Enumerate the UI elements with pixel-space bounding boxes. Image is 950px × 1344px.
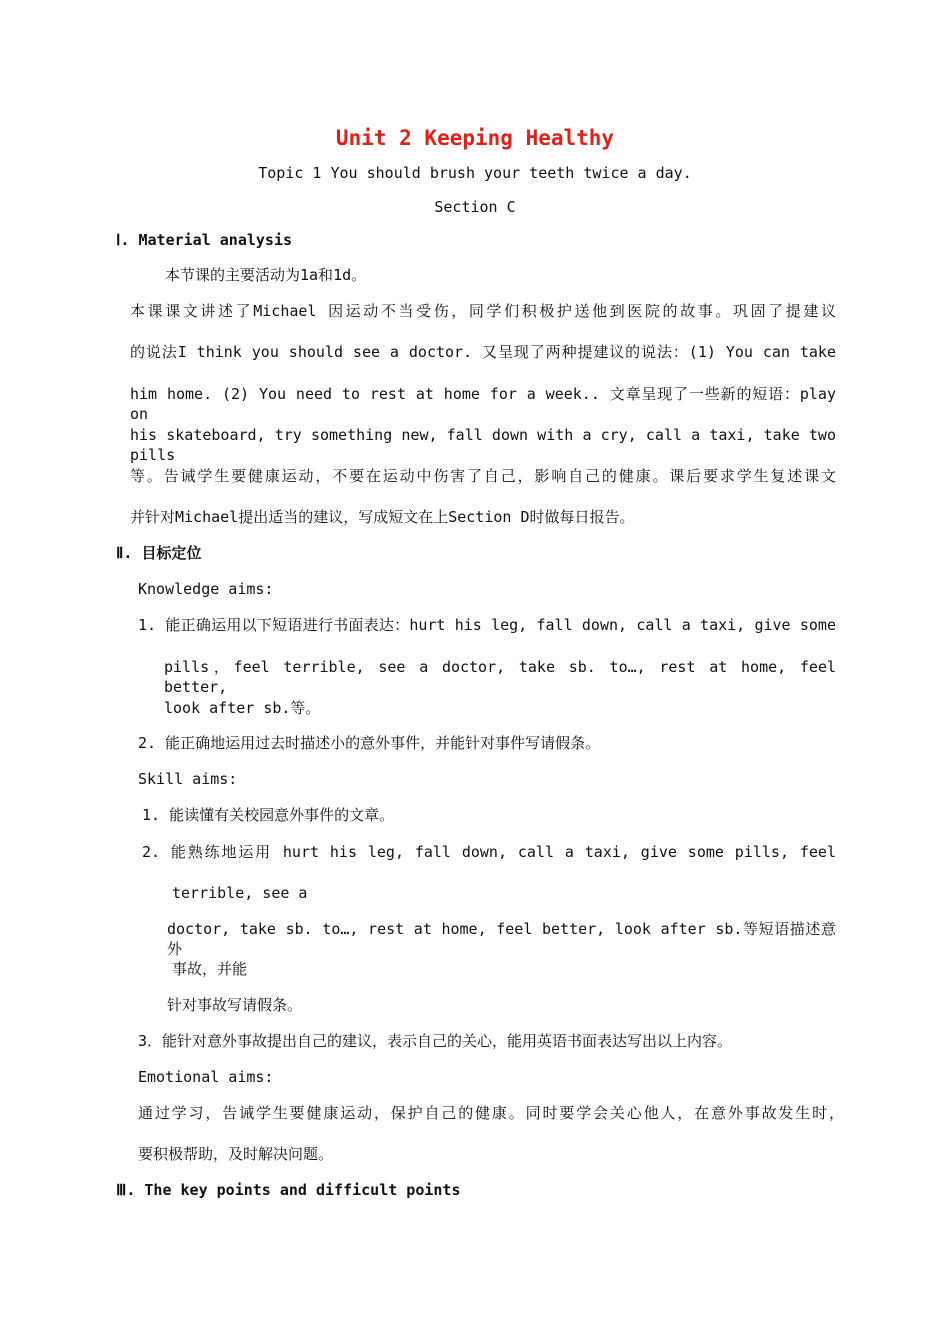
list-item: 1. 能正确运用以下短语进行书面表达：hurt his leg, fall down, call a taxi, give some — [138, 616, 836, 634]
list-item: 2. 能熟练地运用 hurt his leg, fall down, call a taxi, give some pills, feel — [142, 843, 836, 861]
list-item: 针对事故写请假条。 — [167, 996, 303, 1014]
list-item: 事故，并能 — [172, 960, 248, 978]
skill-aims-label: Skill aims: — [138, 770, 238, 788]
list-item: 3．能针对意外事故提出自己的建议，表示自己的关心，能用英语书面表达写出以上内容。 — [138, 1032, 733, 1050]
paragraph-line: 等。告诫学生要健康运动，不要在运动中伤害了自己，影响自己的健康。课后要求学生复述课文 — [130, 467, 836, 485]
list-item: look after sb.等。 — [164, 699, 321, 717]
paragraph-line: 本节课的主要活动为1a和1d。 — [165, 266, 367, 284]
section-title: Section C — [434, 198, 516, 216]
paragraph-line: him home. (2) You need to rest at home for a week.. 文章呈现了一些新的短语：play on — [130, 385, 836, 423]
list-item: 2. 能正确地运用过去时描述小的意外事件，并能针对事件写请假条。 — [138, 734, 601, 752]
list-item: terrible, see a — [172, 884, 308, 902]
list-item: doctor, take sb. to…, rest at home, feel better, look after sb.等短语描述意外 — [167, 920, 836, 958]
heading-goals: Ⅱ. 目标定位 — [116, 544, 202, 562]
paragraph-line: 本课课文讲述了Michael 因运动不当受伤，同学们积极护送他到医院的故事。巩固了提建议 — [130, 302, 836, 320]
paragraph-line: 通过学习，告诫学生要健康运动，保护自己的健康。同时要学会关心他人，在意外事故发生时， — [138, 1104, 844, 1122]
heading-key-points: Ⅲ. The key points and difficult points — [116, 1181, 461, 1199]
emotional-aims-label: Emotional aims: — [138, 1068, 274, 1086]
topic-title: Topic 1 You should brush your teeth twice a day. — [258, 164, 692, 182]
list-item: 1. 能读懂有关校园意外事件的文章。 — [142, 806, 395, 824]
paragraph-line: 的说法I think you should see a doctor. 又呈现了两种提建议的说法：(1) You can take — [130, 343, 836, 361]
list-item: pills，feel terrible, see a doctor, take sb. to…, rest at home, feel better, — [164, 658, 836, 696]
knowledge-aims-label: Knowledge aims: — [138, 580, 274, 598]
paragraph-line: 并针对Michael提出适当的建议，写成短文在上Section D时做每日报告。 — [130, 508, 635, 526]
heading-material-analysis: Ⅰ. Material analysis — [116, 231, 293, 249]
unit-title: Unit 2 Keeping Healthy — [335, 126, 615, 150]
paragraph-line: 要积极帮助，及时解决问题。 — [138, 1145, 334, 1163]
paragraph-line: his skateboard, try something new, fall down with a cry, call a taxi, take two pills — [130, 426, 836, 464]
